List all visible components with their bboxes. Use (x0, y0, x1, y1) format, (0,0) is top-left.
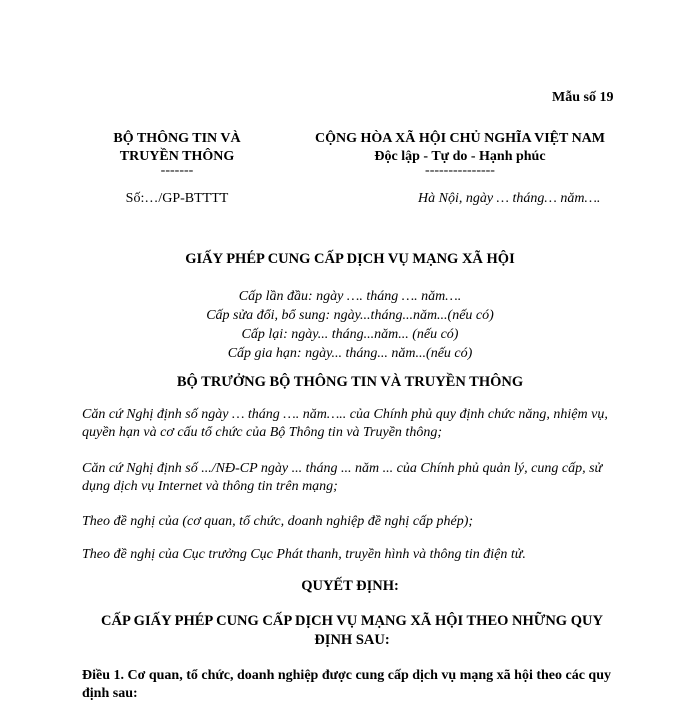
issue-date-reissued: Cấp lại: ngày... tháng...năm... (nếu có) (241, 327, 459, 342)
issue-date-extended: Cấp gia hạn: ngày... tháng... năm...(nếu có) (227, 346, 473, 361)
form-number: Mẫu số 19 (552, 90, 614, 105)
document-number: Số:…/GP-BTTTT (125, 191, 229, 206)
motto-divider: --------------- (425, 163, 495, 178)
license-title: GIẤY PHÉP CUNG CẤP DỊCH VỤ MẠNG XÃ HỘI (185, 251, 515, 267)
legal-basis-paragraph: Căn cứ Nghị định số ngày … tháng …. năm….. của Chính phủ quy định chức năng, nhiệm vụ, quyền hạn và cơ cấu tổ chức của Bộ Thông tin và Truyền thông; (82, 407, 608, 440)
proposal-paragraph: Theo đề nghị của (cơ quan, tổ chức, doanh nghiệp đề nghị cấp phép); (82, 514, 474, 529)
proposal-paragraph: Theo đề nghị của Cục trưởng Cục Phát thanh, truyền hình và thông tin điện tử. (82, 547, 526, 562)
issue-date-first: Cấp lần đầu: ngày …. tháng …. năm…. (238, 289, 462, 304)
agency-name-line-2: TRUYỀN THÔNG (119, 149, 235, 164)
issue-date-amended: Cấp sửa đổi, bổ sung: ngày...tháng...năm...(nếu có) (206, 308, 494, 323)
issuing-agency-header (92, 130, 262, 176)
agency-name-line-1: BỘ THÔNG TIN VÀ (113, 131, 241, 146)
legal-basis-paragraph: Căn cứ Nghị định số .../NĐ-CP ngày ... tháng ... năm ... của Chính phủ quản lý, cung cấp, sử dụng dịch vụ Internet và thông tin trên mạng; (82, 461, 603, 494)
minister-title: BỘ TRƯỞNG BỘ THÔNG TIN VÀ TRUYỀN THÔNG (176, 374, 524, 390)
agency-divider: ------- (160, 163, 194, 178)
article-1: Điều 1. Cơ quan, tổ chức, doanh nghiệp được cung cấp dịch vụ mạng xã hội theo các quy định sau: (82, 668, 612, 701)
national-motto: Độc lập - Tự do - Hạnh phúc (374, 149, 546, 164)
decision-subtitle: CẤP GIẤY PHÉP CUNG CẤP DỊCH VỤ MẠNG XÃ HỘI THEO NHỮNG QUY ĐỊNH SAU: (101, 613, 603, 648)
national-motto-header (270, 130, 650, 176)
place-and-date: Hà Nội, ngày … tháng… năm…. (418, 191, 601, 206)
issue-dates (0, 287, 700, 363)
country-name: CỘNG HÒA XÃ HỘI CHỦ NGHĨA VIỆT NAM (314, 131, 605, 146)
decision-title: QUYẾT ĐỊNH: (301, 578, 399, 594)
